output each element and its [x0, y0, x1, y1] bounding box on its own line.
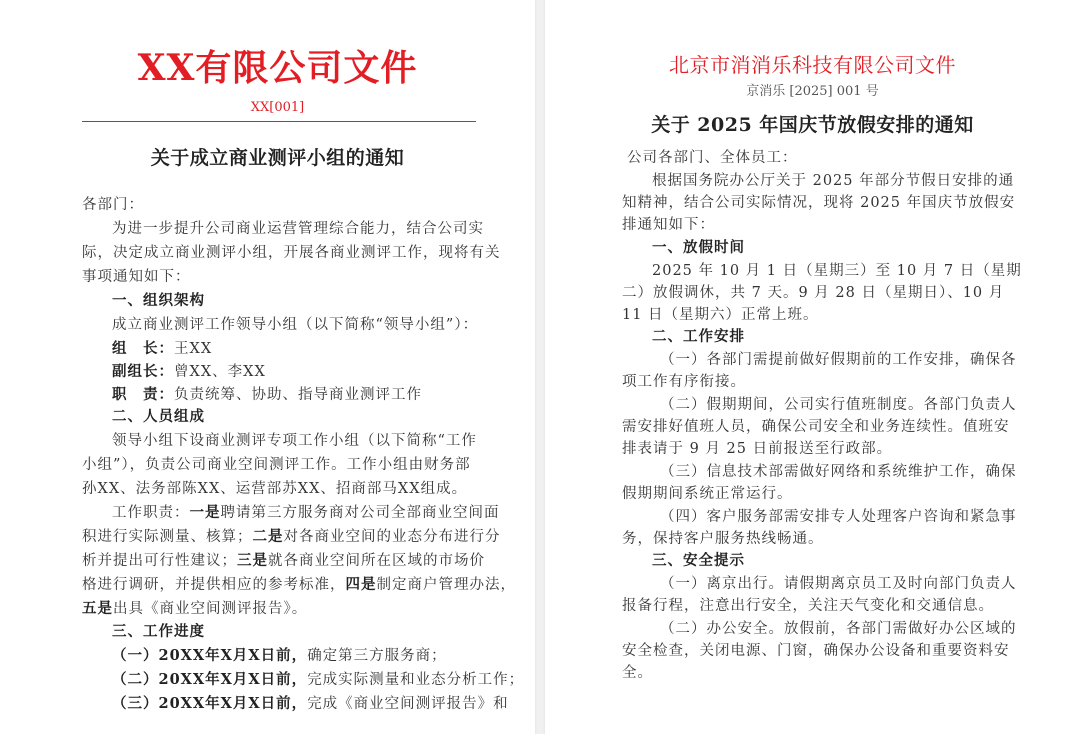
duty-label: 职 责： [112, 386, 174, 403]
duty-text: 积进行实际测量、核算； [82, 529, 253, 545]
progress-item [112, 668, 524, 692]
right-document [545, 0, 1080, 734]
duty-text: 就各商业空间所在区域的市场价 [268, 553, 485, 569]
duties-prefix: 工作职责： [112, 505, 190, 521]
duties-line [112, 501, 500, 525]
duties-line [82, 573, 516, 597]
right-doc-number: 京消乐 [2025] 001 号 [746, 84, 879, 99]
left-section2-line: 小组”），负责公司商业空间测评工作。工作小组由财务部 [82, 457, 471, 473]
left-document [0, 0, 535, 734]
left-intro-line: 为进一步提升公司商业运营管理综合能力，结合公司实 [112, 221, 484, 237]
right-notice-title: 关于 2025 年国庆节放假安排的通知 [651, 114, 974, 136]
left-intro-line: 际，决定成立商业测评小组，开展各商业测评工作，现将有关 [82, 245, 501, 261]
right-salutation: 公司各部门、全体员工： [627, 150, 798, 166]
work-item-line: 排表请于 9 月 25 日前报送至行政部。 [622, 441, 893, 457]
duty-marker: 四是 [345, 576, 377, 593]
deputy-value: 曾XX、李XX [174, 364, 266, 380]
work-item-line: 项工作有序衔接。 [622, 374, 746, 390]
duty-marker: 一是 [189, 504, 221, 521]
right-section3-heading: 三、安全提示 [652, 552, 745, 569]
safety-item-line: 全。 [622, 665, 653, 681]
right-intro-line: 根据国务院办公厅关于 2025 年部分节假日安排的通 [652, 173, 1015, 189]
duty-text: 格进行调研，并提供相应的参考标准， [82, 577, 346, 593]
left-header-title: XX有限公司文件 [137, 47, 418, 89]
leader-label: 组 长： [112, 340, 174, 357]
left-doc-number: XX[001] [250, 100, 305, 115]
left-notice-title: 关于成立商业测评小组的通知 [150, 147, 405, 169]
safety-item-line: （一）离京出行。请假期离京员工及时向部门负责人 [660, 576, 1017, 592]
work-item-line: 假期期间系统正常运行。 [622, 486, 793, 502]
duties-line [82, 597, 307, 621]
duty-value: 负责统筹、协助、指导商业测评工作 [174, 387, 422, 403]
right-header-title: 北京市消消乐科技有限公司文件 [669, 53, 956, 77]
duty-marker: 二是 [252, 528, 284, 545]
left-section1-heading: 一、组织架构 [112, 292, 205, 309]
progress-task: 完成实际测量和业态分析工作； [307, 672, 525, 688]
work-item-line: （四）客户服务部需安排专人处理客户咨询和紧急事 [660, 509, 1017, 525]
left-section2-line: 领导小组下设商业测评专项工作小组（以下简称“工作 [112, 433, 477, 449]
right-section2-heading: 二、工作安排 [652, 328, 745, 345]
work-item-line: （二）假期期间，公司实行值班制度。各部门负责人 [660, 397, 1017, 413]
progress-date: （三）20XX年X月X日前， [112, 695, 308, 712]
progress-item [112, 644, 447, 668]
left-salutation: 各部门： [82, 197, 144, 213]
duty-marker: 五是 [82, 600, 113, 617]
duty-marker: 三是 [237, 552, 268, 569]
leader-value: 王XX [174, 341, 213, 357]
duties-line [82, 549, 485, 573]
deputy-label: 副组长： [112, 363, 174, 380]
left-section2-heading: 二、人员组成 [112, 408, 205, 425]
duty-text: 出具《商业空间测评报告》。 [113, 601, 308, 617]
progress-item [112, 692, 509, 716]
work-item-line: 需安排好值班人员，确保公司安全和业务连续性。值班安 [622, 419, 1010, 435]
duty-row [112, 383, 422, 407]
right-section1-line: 二）放假调休，共 7 天。9 月 28 日（星期日）、10 月 [622, 285, 1005, 301]
right-intro-line: 知精神，结合公司实际情况，现将 2025 年国庆节放假安 [622, 195, 1016, 211]
left-intro-line: 事项通知如下： [82, 269, 191, 285]
duty-text: 聘请第三方服务商对公司全部商业空间面 [220, 505, 500, 521]
progress-task: 确定第三方服务商； [307, 648, 447, 664]
left-section3-heading: 三、工作进度 [112, 623, 205, 640]
work-item-line: 务，保持客户服务热线畅通。 [622, 531, 824, 547]
right-section1-heading: 一、放假时间 [652, 239, 745, 256]
right-section1-line: 2025 年 10 月 1 日（星期三）至 10 月 7 日（星期 [652, 263, 1022, 279]
duty-text: 析并提出可行性建议； [82, 553, 237, 569]
duty-text: 制定商户管理办法， [376, 577, 516, 593]
deputy-row [112, 360, 266, 384]
left-red-divider [82, 121, 476, 122]
duty-text: 对各商业空间的业态分布进行分 [283, 529, 501, 545]
right-section1-line: 11 日（星期六）正常上班。 [622, 307, 819, 323]
safety-item-line: （二）办公安全。放假前，各部门需做好办公区域的 [660, 621, 1017, 637]
leader-row [112, 337, 212, 361]
safety-item-line: 报备行程，注意出行安全，关注天气变化和交通信息。 [622, 598, 994, 614]
progress-task: 完成《商业空间测评报告》和 [307, 696, 509, 712]
work-item-line: （一）各部门需提前做好假期前的工作安排，确保各 [660, 352, 1017, 368]
duties-line [82, 525, 501, 549]
right-intro-line: 排通知如下： [622, 217, 715, 233]
left-section1-intro: 成立商业测评工作领导小组（以下简称“领导小组”）： [112, 317, 479, 333]
progress-date: （一）20XX年X月X日前， [112, 647, 308, 664]
safety-item-line: 安全检查，关闭电源、门窗，确保办公设备和重要资料安 [622, 643, 1010, 659]
work-item-line: （三）信息技术部需做好网络和系统维护工作，确保 [660, 464, 1017, 480]
progress-date: （二）20XX年X月X日前， [112, 671, 308, 688]
left-section2-line: 孙XX、法务部陈XX、运营部苏XX、招商部马XX组成。 [82, 481, 468, 497]
